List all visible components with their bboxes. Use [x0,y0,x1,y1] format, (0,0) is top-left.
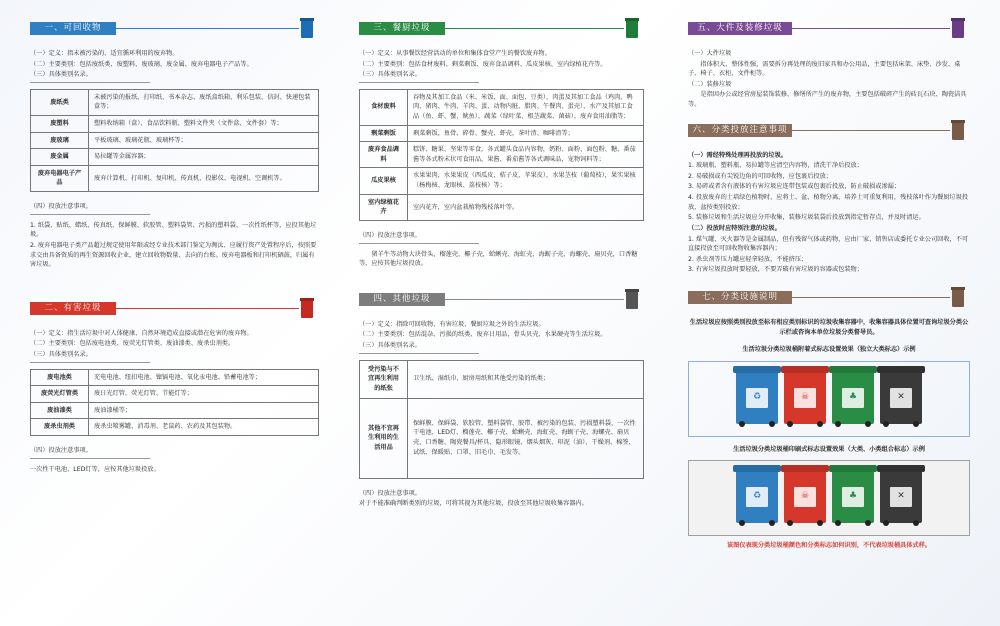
recyclable-notes-title: （四）投放注意事项。 [30,203,92,211]
kitchen-bin-icon [626,18,638,38]
section-title-bulky: 五、大件及装修垃圾 [688,22,792,35]
section-header-kitchen [359,18,644,38]
precautions-item-5: 5. 装修垃圾和生活垃圾应分开收集，装修垃圾装袋后投放到指定暂存点，并及时清运。 [688,214,925,222]
other-notes-title: （四）投放注意事项。 [359,489,421,497]
bulky-text-1: 指体积大、整体性强，需要拆分再处理的废旧家具和办公用品，主要包括床架、床垫、沙发、桌子、椅子、衣柜、文件柜等。 [688,60,961,78]
kitchen-list-title: （三）具体类别名录。 [359,71,421,79]
table-row: 废玻璃 平板玻璃、玻璃花瓶、玻璃杯等； [31,132,319,149]
hazardous-types: （二）主要类别：包括废电池类、废荧光灯管类、废油漆类、废杀虫剂类。 [30,340,235,348]
recyclable-note-1: 1. 纸袋、贴纸、蜡纸、传真纸、保鲜膜、软胶管、塑料袋管、污损的塑料袋、一次性纸杯等，应投其他垃圾。 [30,221,317,239]
precautions-item-2: 2. 易破损或有尖锐边角的可回收物，应包裹后投放； [688,172,832,180]
hazardous-table [30,369,319,436]
hazardous-definition: （一）定义：指生活垃圾中对人体健康、自然环境造成直接或潜在危害的废弃物。 [30,329,253,337]
facilities-warning: 该图仅表现分类垃圾桶颜色和分类标志如何识别，不代表垃圾桶具体式样。 [726,542,932,550]
trash-bin-icon: ♣ [832,370,874,424]
trash-bin-icon: ☠ [784,370,826,424]
column-left [0,0,333,626]
precautions-special-2: 2. 杀虫剂等压力罐应轻拿轻放，不能挤压； [688,255,808,263]
trash-bin-icon: ♻ [736,469,778,523]
section-title-kitchen: 三、餐厨垃圾 [359,22,445,35]
table-row: 废纸类 未被污染的报纸、打印纸、书本杂志、废纸盒纸箱、利乐包装、信封、快递包装盒等； [31,89,319,115]
bulky-subtitle-2: （二）装修垃圾 [688,80,732,88]
trash-bin-icon: ✕ [880,469,922,523]
precautions-bin-icon [952,120,964,140]
bulky-text-2: 是指因办公或经营房屋装饰装修、修缮所产生的废弃物，主要包括破碎产生的砖瓦石块、陶瓷洁具等。 [688,91,967,109]
hazardous-bin-icon [301,298,313,318]
precautions-item-3: 3. 易碎或者含有液体的有害垃圾应连带包装或包裹后投放，防止破损或渗漏； [688,183,901,191]
kitchen-note-1: 猪羊牛等动物大块骨头，榴莲壳、椰子壳，蛤蜊壳、海虹壳、海蛎子壳、海螺壳、扇贝壳，口香糖等，应按其他垃圾投放。 [359,250,638,268]
section-title-precautions: 六、分类投放注意事项 [688,124,792,137]
trash-bin-icon: ✕ [880,370,922,424]
table-row: 其他不宜再生利用的生活用品 保鲜膜、保鲜袋、软胶管、塑料袋管、胶带、被污染的包装、污损塑料袋、一次性干电池、LED灯、榴莲壳、椰子壳、蛤蜊壳、海虹壳、海蛎子壳、海螺壳、扇贝壳、口香糖、陶瓷餐具/杯具、隐形眼镜、烟头烟灰、印泥（油）、干燥剂、棉签、试纸、保暖贴、口罩、旧毛巾、毛发等。 [360,398,644,478]
precautions-item-1: 1. 玻璃瓶、塑料瓶、易拉罐等应清空内容物，清洗干净后投放； [688,162,863,170]
column-middle [333,0,666,626]
precautions-item-4: 4. 投放废弃的土培绿色植物时，应将土、盆、植物分离，培养土可重复利用，残枝落叶作为餐厨垃圾投放，盆按类别投放； [688,194,969,211]
table-row: 废电池类 充电电池、纽扣电池、镍镉电池、氧化汞电池、铅蓄电池等； [31,369,319,386]
other-list-title: （三）具体类别名录。 [359,341,421,349]
facilities-bin-icon [952,287,964,307]
bulky-bin-icon [952,18,964,38]
hazardous-note-1: 一次性干电池、LED灯等，应按其他垃圾投放。 [30,465,160,473]
recyclable-table [30,89,319,192]
other-definition: （一）定义：指除可回收物、有害垃圾、餐厨垃圾之外的生活垃圾。 [359,320,545,328]
table-row: 废油漆类 废油漆桶等； [31,402,319,419]
section-title-recyclable: 一、可回收物 [30,22,116,35]
table-row: 废弃电器电子产品 废弃计算机、打印机、复印机、传真机、投影仪、电视机、空调机等。 [31,165,319,191]
recyclable-list-title: （三）具体类别名录。 [30,71,92,79]
section-header-precautions [688,120,970,140]
section-header-recyclable [30,18,319,38]
other-bin-icon [626,289,638,309]
section-header-hazardous [30,298,319,318]
recyclable-note-2: 2. 废弃电器电子类产品超过规定使用年限或经专业技术部门鉴定为淘汰、应履行资产处置程序后，按照要求交由具备资质的再生资源回收企业，建立回收物数量、去向的台账。废弃电器板和打印机硒鼓，归属有害垃圾。 [30,241,317,269]
table-row: 瓜皮果核 水果果肉，水果果皮（西瓜皮、桔子皮、苹果皮），水果茎枝（葡萄枝），果实果核（杨梅核、龙眼核、荔枝核）等； [360,168,644,194]
trash-bin-icon: ♣ [832,469,874,523]
facilities-caption-2: 生活垃圾分类垃圾桶印刷式标志设置效果（大类、小类组合标志）示例 [733,445,925,453]
hazardous-notes-title: （四）投放注意事项。 [30,447,92,455]
other-table [359,360,644,479]
section-title-other: 四、其他垃圾 [359,293,445,306]
section-header-bulky [688,18,970,38]
facilities-caption-1: 生活垃圾分类垃圾桶附着式标志设置效果（独立大类标志）示例 [742,346,916,354]
table-row: 室内绿植花卉 室内花卉，室内盆栽植物残枝落叶等。 [360,194,644,220]
trash-bin-icon: ☠ [784,469,826,523]
kitchen-definition: （一）定义：从事餐饮经营活动的单位和集体食堂产生的餐饮废弃物。 [359,50,551,57]
kitchen-notes-title: （四）投放注意事项。 [359,231,421,239]
precautions-heading-2: （二）投放时应特别注意的垃圾。 [688,224,781,232]
table-row: 废杀虫剂类 废杀虫喷雾罐、消毒剂、老鼠药、农药及其包装物。 [31,419,319,436]
table-row: 废金属 易拉罐等金属容器； [31,149,319,166]
table-row: 废弃食品调料 糕饼、糖果、坚果等零食，各式罐头食品内容物，奶粉、面粉、面包粉、糖、番茄酱等各式粉末状可食用品，果酱、番茄酱等各式调味品，宠物饲料等； [360,142,644,168]
table-row: 废荧光灯管类 废日光灯管、荧光灯管、节能灯等； [31,386,319,403]
trash-bin-icon: ♻ [736,370,778,424]
hazardous-list-title: （三）具体类别名录。 [30,350,92,358]
table-row: 食材废料 谷物及其加工食品（米、米饭、面、面包、豆类），肉蛋及其加工食品（鸡肉、鸭肉、猪肉、牛肉、羊肉、蛋、动物内脏、腊肉、午餐肉、蛋壳），水产及其加工食品（鱼、虾、蟹、鱿鱼），蔬菜（绿叶菜、根茎蔬菜、菌菇），废弃食用油脂等； [360,89,644,125]
section-header-other [359,289,644,309]
section-header-facilities [688,287,970,307]
recyclable-types: （二）主要类别：包括废纸类、废塑料、废玻璃、废金属、废弃电器电子产品等。 [30,60,253,68]
table-row: 剩菜剩饭 剩菜剩饭，鱼骨、碎骨、蟹壳、虾壳，茶叶渣、咖啡渣等； [360,125,644,142]
recyclable-definition: （一）定义：指未被污染的、适宜循环利用的废弃物。 [30,50,179,57]
table-row: 受污染与不宜再生利用的纸张 卫生纸、湿纸巾、厨房用纸和其他受污染的纸类； [360,360,644,398]
bin-example-printed [688,460,970,536]
other-types: （二）主要类别：包括混杂、污损的纸类、废弃日用品，骨头贝壳、水果硬壳等生活垃圾。 [359,331,607,339]
other-note-1: 对于不能准确判断类别的垃圾，可将其视为其他垃圾，投放至其他垃圾收集容器内。 [359,500,588,508]
bin-example-attached [688,361,970,437]
precautions-special-1: 1. 煤气罐、灭火器等是金属制品，但有残留气体或药物，应由厂家、销售店或委托专业公司回收，不可直接投放至可回收物收集容器内； [688,235,969,253]
kitchen-types: （二）主要类别：包括食材废料、剩菜剩饭、废弃食品调料、瓜皮果核、室内绿植花卉等。 [359,60,607,68]
section-title-hazardous: 二、有害垃圾 [30,302,116,315]
facilities-intro: 生活垃圾应按照类别投放至标有相应类别标识的垃圾收集容器中，收集容器具体位置可查询垃圾分类公示栏或咨询本单位垃圾分类督导员。 [689,318,969,336]
bulky-subtitle-1: （一）大件垃圾 [688,50,732,57]
precautions-special-3: 3. 有害垃圾投放时要轻放，不要弄破有害垃圾的容器或包装物； [688,266,863,274]
recyclable-bin-icon [301,18,313,38]
table-row: 废塑料 塑料收纳箱（盒）、食品饮料瓶、塑料文件夹（文件盒、文件套）等； [31,116,319,133]
column-right [666,0,1000,626]
section-title-facilities: 七、分类设施说明 [688,291,792,304]
kitchen-table [359,89,644,221]
precautions-heading-1: （一）需经特殊处理再投放的垃圾。 [688,151,787,159]
